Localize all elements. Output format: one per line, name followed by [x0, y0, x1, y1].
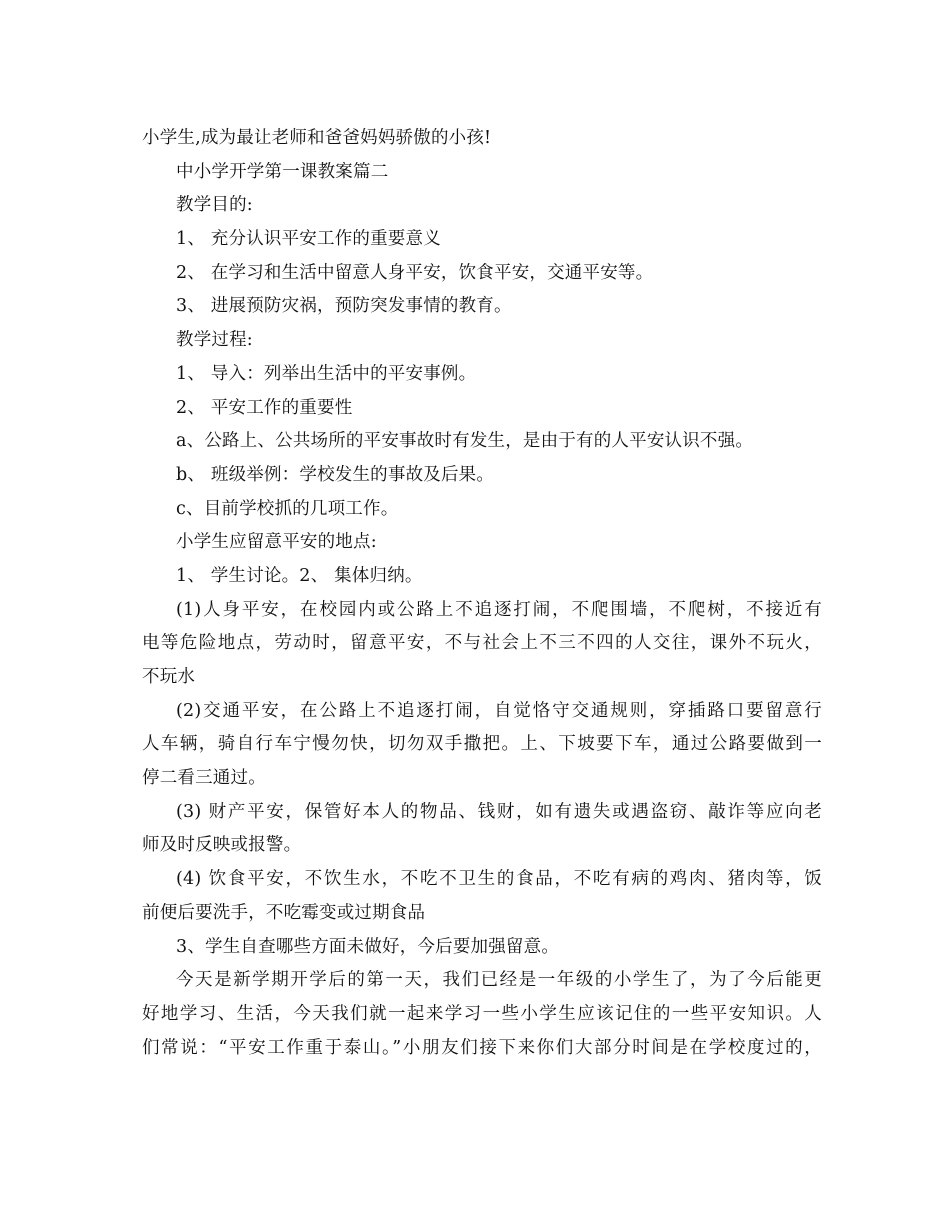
text-line: 前便后要洗手，不吃霉变或过期食品	[142, 902, 426, 923]
text-line: (3) 财产平安，保管好本人的物品、钱财，如有遗失或遇盗窃、敲诈等应向老	[176, 801, 822, 822]
text-line: 小学生应留意平安的地点:	[176, 532, 377, 553]
document-body	[142, 122, 822, 1065]
text-line: 好地学习、生活，今天我们就一起来学习一些小学生应该记住的一些平安知识。人	[142, 1003, 822, 1024]
text-line: 教学目的:	[176, 195, 253, 216]
text-line: 2、 在学习和生活中留意人身平安，饮食平安，交通平安等。	[176, 262, 654, 283]
text-line: 3、 进展预防灾祸，预防突发事情的教育。	[176, 296, 512, 317]
text-line: 停二看三通过。	[142, 768, 266, 789]
text-line: a、公路上、公共场所的平安事故时有发生，是由于有的人平安认识不强。	[176, 431, 754, 452]
text-line: 电等危险地点，劳动时，留意平安，不与社会上不三不四的人交往，课外不玩火，	[142, 633, 822, 654]
text-line: (1)人身平安，在校园内或公路上不追逐打闹，不爬围墙，不爬树，不接近有	[176, 599, 822, 620]
text-line: (2)交通平安，在公路上不追逐打闹，自觉恪守交通规则，穿插路口要留意行	[176, 700, 822, 721]
text-line: 2、 平安工作的重要性	[176, 397, 353, 418]
text-line: 们常说：“平安工作重于泰山。”小朋友们接下来你们大部分时间是在学校度过的，	[142, 1037, 822, 1058]
text-line: 1、 学生讨论。2、 集体归纳。	[176, 565, 423, 586]
text-line: b、 班级举例：学校发生的事故及后果。	[176, 464, 495, 485]
text-line: 师及时反映或报警。	[142, 835, 302, 856]
text-line: 1、 充分认识平安工作的重要意义	[176, 229, 441, 250]
text-line: 人车辆，骑自行车宁慢勿快，切勿双手撒把。上、下坡要下车，通过公路要做到一	[142, 734, 822, 755]
text-line: (4) 饮食平安，不饮生水，不吃不卫生的食品，不吃有病的鸡肉、猪肉等，饭	[176, 869, 822, 890]
text-line: c、目前学校抓的几项工作。	[176, 498, 399, 519]
text-line: 3、学生自查哪些方面未做好，今后要加强留意。	[176, 936, 560, 957]
text-line: 今天是新学期开学后的第一天，我们已经是一年级的小学生了，为了今后能更	[176, 970, 822, 991]
text-line: 教学过程:	[176, 330, 253, 351]
text-line: 中小学开学第一课教案篇二	[176, 161, 389, 182]
text-line: 不玩水	[142, 667, 196, 687]
text-line: 小学生,成为最让老师和爸爸妈妈骄傲的小孩!	[142, 128, 492, 148]
text-line: 1、 导入：列举出生活中的平安事例。	[176, 363, 477, 384]
